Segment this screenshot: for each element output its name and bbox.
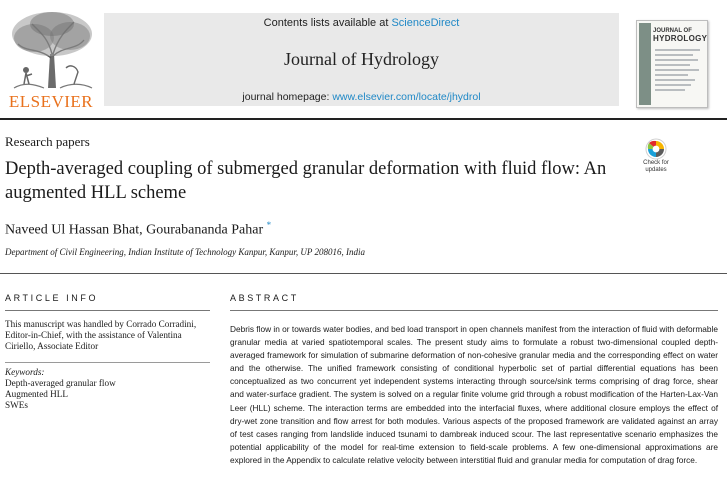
homepage-line	[104, 91, 619, 103]
cover-title	[653, 28, 707, 42]
contents-prefix: Contents lists available at	[263, 17, 389, 29]
author-name[interactable]: Naveed Ul Hassan Bhat	[5, 222, 140, 238]
keywords-label: Keywords:	[5, 367, 45, 377]
contents-line	[104, 17, 619, 29]
corresponding-author-mark[interactable]: *	[266, 220, 272, 230]
check-for-updates-icon	[636, 138, 676, 160]
author-list	[5, 220, 271, 239]
article-title: Depth-averaged coupling of submerged granular deformation with fluid flow: An augmented HLL scheme	[5, 159, 607, 203]
keywords-divider	[5, 362, 210, 363]
journal-cover-thumbnail[interactable]	[636, 20, 708, 108]
cover-contents-lines	[655, 49, 705, 94]
check-for-updates-label: Check for updates	[643, 160, 669, 173]
journal-name[interactable]: Journal of Hydrology	[284, 49, 439, 69]
keyword-item: SWEs	[5, 400, 28, 410]
abstract-heading: ABSTRACT	[230, 293, 299, 303]
cover-strip	[639, 23, 651, 105]
author-name[interactable]: Gourabananda Pahar	[146, 222, 264, 238]
sciencedirect-link[interactable]: ScienceDirect	[391, 17, 460, 29]
article-info-heading: ARTICLE INFO	[5, 293, 99, 303]
elsevier-tree-icon	[4, 8, 96, 92]
check-for-updates-badge[interactable]	[636, 138, 676, 178]
keyword-item: Augmented HLL	[5, 389, 69, 399]
abstract-divider	[230, 310, 718, 311]
abstract-body: Debris flow in or towards water bodies, and bed load transport in open channels manifest from the interaction of fluid with deformable granular media at varied spatiotemporal scales. The present study aims to formulate a robust two-dimensional coupled depth-averaged framework for simulation of submarine deformation of non-cohesive granular media and the corresponding effect on water and the otherwise. The unified framework consisting of conditional hyperbolic set of partial differential equations has been conceptualized as two concurrent yet independent systems interacting through source/sink terms comprising of drag force, shear and water-surface gradient. The system is solved on a regular finite volume grid through a robust modification of the Harten-Lax-Van Leer (HLL) scheme. The interaction terms are embedded into the interfacial fluxes, where additional closure employs the effect of dry-wet zone transition and flow arrest for both modules. Various aspects of the proposed framework are validated against an array of test cases ranging from landslide induced tsunami to dambreak induced scour. The last representative scenario emphasizes the potential applicability of the model for real-time extension to field-scale problems. A few one-dimensional approximations are explored in the Appendix to calculate relative velocity between interstitial fluid and granular media for computation of drag force.	[230, 324, 718, 465]
cover-title-top: JOURNAL OF	[653, 28, 692, 34]
keyword-item: Depth-averaged granular flow	[5, 378, 116, 388]
affiliation-divider	[0, 273, 727, 274]
article-info-divider	[5, 310, 210, 311]
header-divider	[0, 118, 727, 120]
article-section: Research papers	[5, 134, 90, 149]
homepage-link[interactable]: www.elsevier.com/locate/jhydrol	[332, 91, 481, 103]
cover-title-main: HYDROLOGY	[653, 34, 708, 43]
elsevier-wordmark: ELSEVIER	[8, 92, 94, 111]
journal-banner	[104, 13, 619, 106]
author-separator: ,	[139, 222, 143, 238]
homepage-prefix: journal homepage:	[242, 91, 330, 103]
elsevier-logo[interactable]	[4, 8, 96, 111]
author-affiliation: Department of Civil Engineering, Indian Institute of Technology Kanpur, Kanpur, UP 208016, India	[5, 247, 365, 257]
handling-editor-note: This manuscript was handled by Corrado Corradini, Editor-in-Chief, with the assistance of Valentina Ciriello, Associate Editor	[5, 319, 197, 351]
journal-header	[0, 0, 727, 115]
keywords-list	[5, 378, 116, 411]
